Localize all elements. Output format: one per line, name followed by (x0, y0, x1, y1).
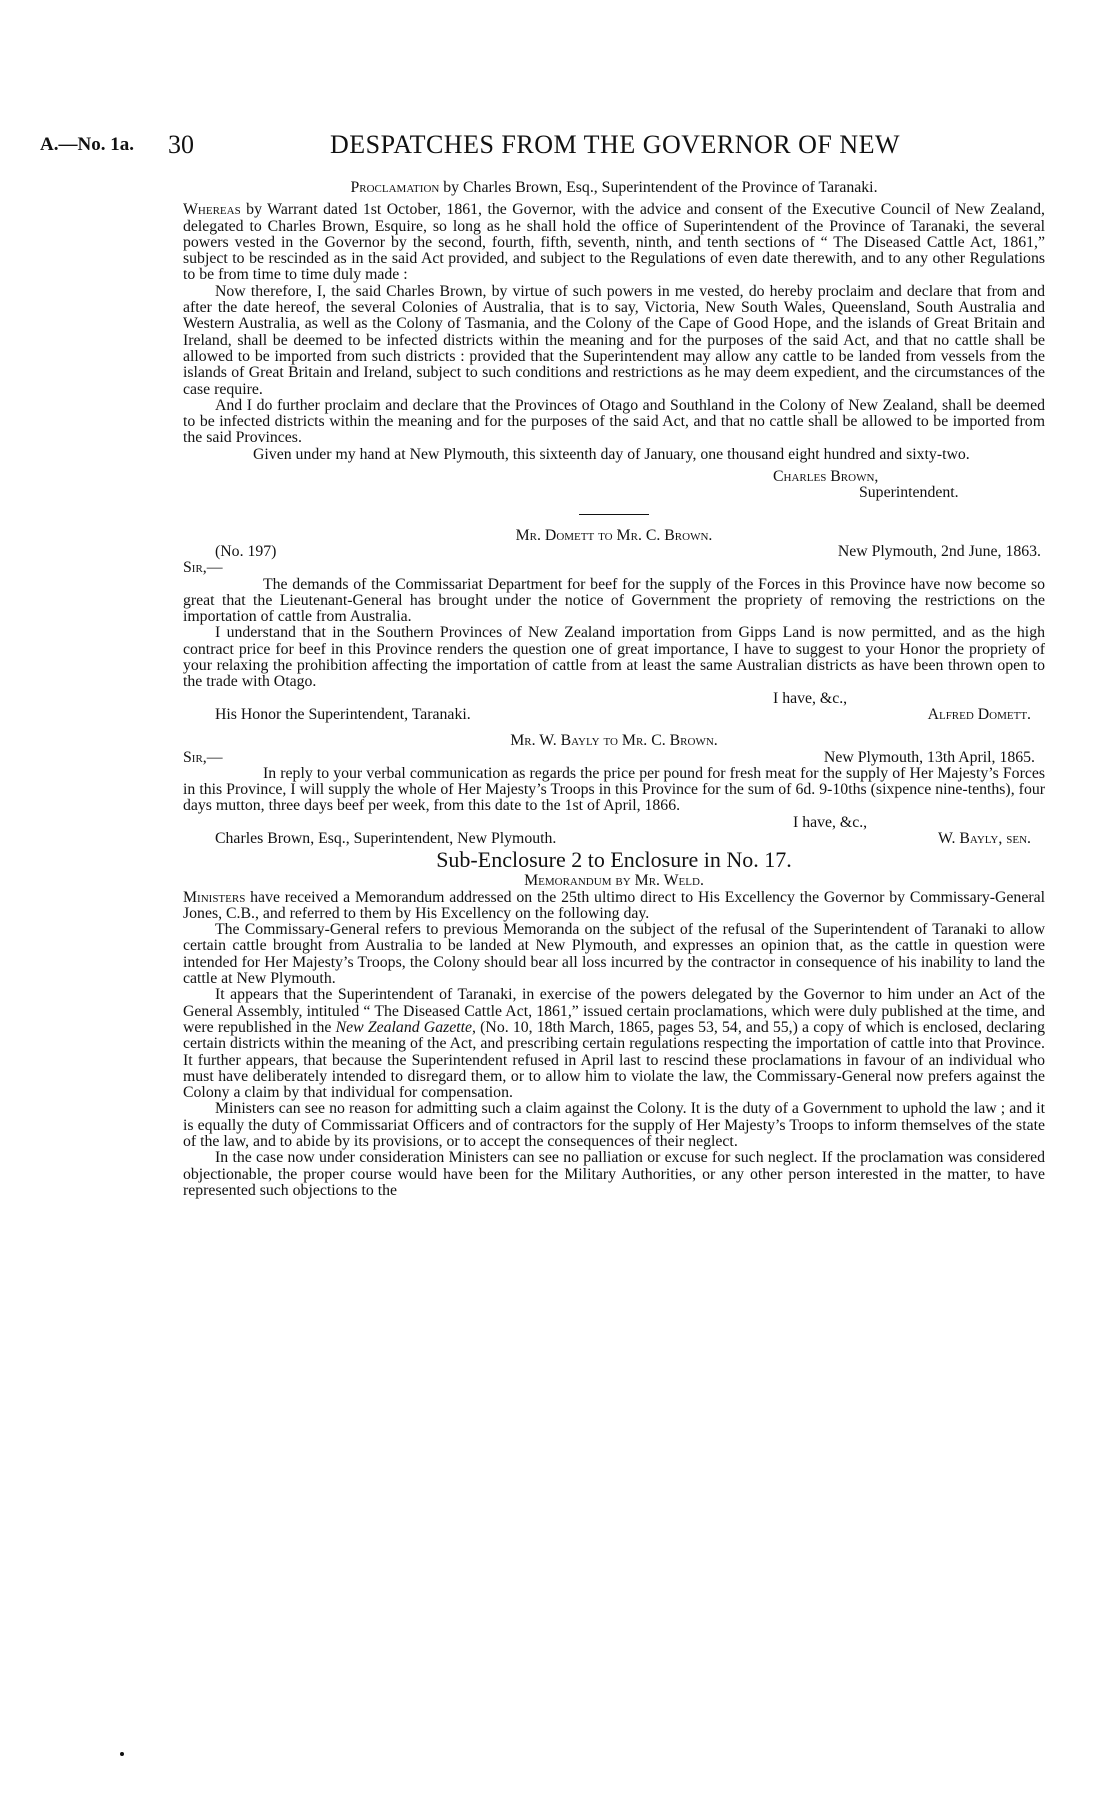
letter-heading: Mr. W. Bayly to Mr. C. Brown. (510, 732, 718, 750)
letter-salutation: Sir,— (183, 748, 223, 766)
memorandum-lead-word: Ministers (183, 888, 246, 906)
enclosure-heading: Sub-Enclosure 2 to Enclosure in No. 17. (436, 847, 792, 873)
memorandum-text: , (No. 10, 18th March, 1865, pages 53, 54, and 55,) a copy of which is enclosed, declaring certain districts within the meaning of the Act, and prescribing certain regulations respecting the importation of cattle into that Province. It further appears, that because the Superintendent refused in April last to rescind these proclamations in favour of an individual who must have deliberately intended to disregard them, or to allow him to violate the law, the Commissary-General now prefers against the Colony a claim by that individual for compensation. (183, 1018, 1045, 1102)
memorandum-paragraph: Ministers can see no reason for admitting such a claim against the Colony. It is the duty of a Government to uphold the law ; and it is equally the duty of Commissariat Officers and of contractors for the supply of Her Majesty’s Troops to inform themselves of the state of the law, and to abide by its provisions, or to accept the consequences of their neglect. (183, 1100, 1045, 1151)
letter-closing: I have, &c., (793, 813, 868, 831)
proclamation-paragraph (183, 202, 1045, 283)
gazette-title: New Zealand Gazette (335, 1018, 473, 1036)
letter-signoff-line (183, 707, 1045, 723)
running-title: DESPATCHES FROM THE GOVERNOR OF NEW (330, 130, 901, 159)
proclamation-signature-name: Charles Brown, (773, 468, 879, 486)
memorandum-paragraph: The Commissary-General refers to previous Memoranda on the subject of the refusal of the Superintendent of Taranaki to allow certain cattle brought from Australia to be landed at New Plymouth, and expresses an opinion that, as the cattle in question were intended for Her Majesty’s Troops, the Colony should bear all loss incurred by the contractor in consequence of his inability to land the cattle at New Plymouth. (183, 921, 1045, 988)
proclamation-paragraph: Now therefore, I, the said Charles Brown, by virtue of such powers in me vested, do hereby proclaim and declare that from and after the date hereof, the several Colonies of Australia, that is to say, Victoria, New South Wales, Queensland, South Australia and Western Australia, as well as the Colony of Tasmania, and the Colony of the Cape of Good Hope, and the islands of Great Britain and Ireland, shall be deemed to be infected districts within the meaning and for the purposes of the said Act, and that no cattle shall be allowed to be imported from such districts : provided that the Superintendent may allow any cattle to be landed from vessels from the islands of Great Britain and Ireland, subject to such conditions and restrictions as he may deem expedient, and the circumstances of the case require. (183, 282, 1045, 398)
memorandum-heading: Memorandum by Mr. Weld. (524, 872, 704, 890)
proclamation-given-clause: Given under my hand at New Plymouth, this sixteenth day of January, one thousand eight hundred and sixty-two. (253, 445, 970, 463)
letter-reference-line (183, 544, 1045, 560)
page-number: 30 (168, 130, 194, 159)
proclamation-heading (183, 180, 1045, 196)
memorandum-paragraph (183, 987, 1045, 1101)
memorandum-paragraph: In the case now under consideration Ministers can see no palliation or excuse for such neglect. If the proclamation was considered objectionable, the proper course would have been for the Military Authorities, or any other person interested in the matter, to have represented such objections to the (183, 1149, 1045, 1199)
page-header (40, 130, 1074, 164)
proclamation-paragraph-text: by Warrant dated 1st October, 1861, the Governor, with the advice and consent of the Executive Council of New Zealand, delegated to Charles Brown, Esquire, so long as he shall hold the office of Superintendent of the Province of Taranaki, the several powers vested in the Governor by the second, fourth, fifth, seventh, ninth, and tenth sections of “ The Diseased Cattle Act, 1861,” subject to be rescinded as in the said Act provided, and subject to the Regulations of even date therewith, and to any other Regulations to be from time to time duly made : (183, 201, 1045, 284)
letter-paragraph: I understand that in the Southern Provinces of New Zealand importation from Gipps Land is now permitted, and as the high contract price for beef in this Province renders the question one of great importance, I have to suggest to your Honor the propriety of your relaxing the prohibition affecting the importation of cattle from at least the same Australian districts as have been thrown open to the trade with Otago. (183, 624, 1045, 691)
letter-signoff-line (183, 831, 1045, 847)
document-body (183, 180, 1045, 1199)
letter-place-date: New Plymouth, 13th April, 1865. (823, 748, 1035, 766)
letter-signature: Alfred Domett. (927, 705, 1031, 723)
letter-reference-line (183, 750, 1045, 766)
letter-signature: W. Bayly, sen. (938, 829, 1031, 847)
proclamation-signature-title: Superintendent. (859, 484, 959, 502)
proclamation-lead-word: Whereas (183, 201, 241, 219)
proclamation-paragraph: And I do further proclaim and declare that the Provinces of Otago and Southland in the Colony of New Zealand, shall be deemed to be infected districts within the meaning and for the purposes of the said Act, and that no cattle shall be allowed to be imported from the said Provinces. (183, 396, 1045, 447)
letter-number: (No. 197) (215, 542, 277, 560)
letter-addressee: His Honor the Superintendent, Taranaki. (215, 705, 471, 723)
page-mark (120, 1752, 124, 1756)
proclamation-heading-rest: by Charles Brown, Esq., Superintendent of the Province of Taranaki. (439, 179, 878, 196)
letter-closing: I have, &c., (773, 689, 848, 707)
letter-addressee: Charles Brown, Esq., Superintendent, New Plymouth. (215, 829, 557, 847)
letter-salutation: Sir,— (183, 559, 223, 577)
memorandum-text: It appears that the Superintendent of Taranaki, in exercise of the powers delegated by the Governor to him under an Act of the General Assembly, intituled “ The Diseased Cattle Act, 1861,” issued certain proclamations, which were duly published at the time, and were republished in the (183, 986, 1045, 1036)
letter-paragraph: The demands of the Commissariat Department for beef for the supply of the Forces in this Province have now become so great that the Lieutenant-General has brought under the notice of Government the propriety of removing the restrictions on the importation of cattle from Australia. (183, 575, 1045, 626)
letter-heading: Mr. Domett to Mr. C. Brown. (515, 526, 713, 544)
memorandum-paragraph-text: have received a Memorandum addressed on the 25th ultimo direct to His Excellency the Governor by Commissary-General Jones, C.B., and referred to them by His Excellency on the following day. (183, 888, 1045, 922)
proclamation-heading-lead: Proclamation (350, 179, 440, 196)
letter-place-date: New Plymouth, 2nd June, 1863. (837, 542, 1041, 560)
document-reference: A.—No. 1a. (40, 134, 134, 155)
letter-paragraph: In reply to your verbal communication as regards the price per pound for fresh meat for the supply of Her Majesty’s Forces in this Province, I will supply the whole of Her Majesty’s Troops in this Province for the sum of 6d. 9-10ths (sixpence nine-tenths), four days mutton, three days beef per week, from this date to the 1st of April, 1866. (183, 764, 1045, 815)
section-divider (579, 514, 649, 515)
memorandum-paragraph (183, 890, 1045, 923)
